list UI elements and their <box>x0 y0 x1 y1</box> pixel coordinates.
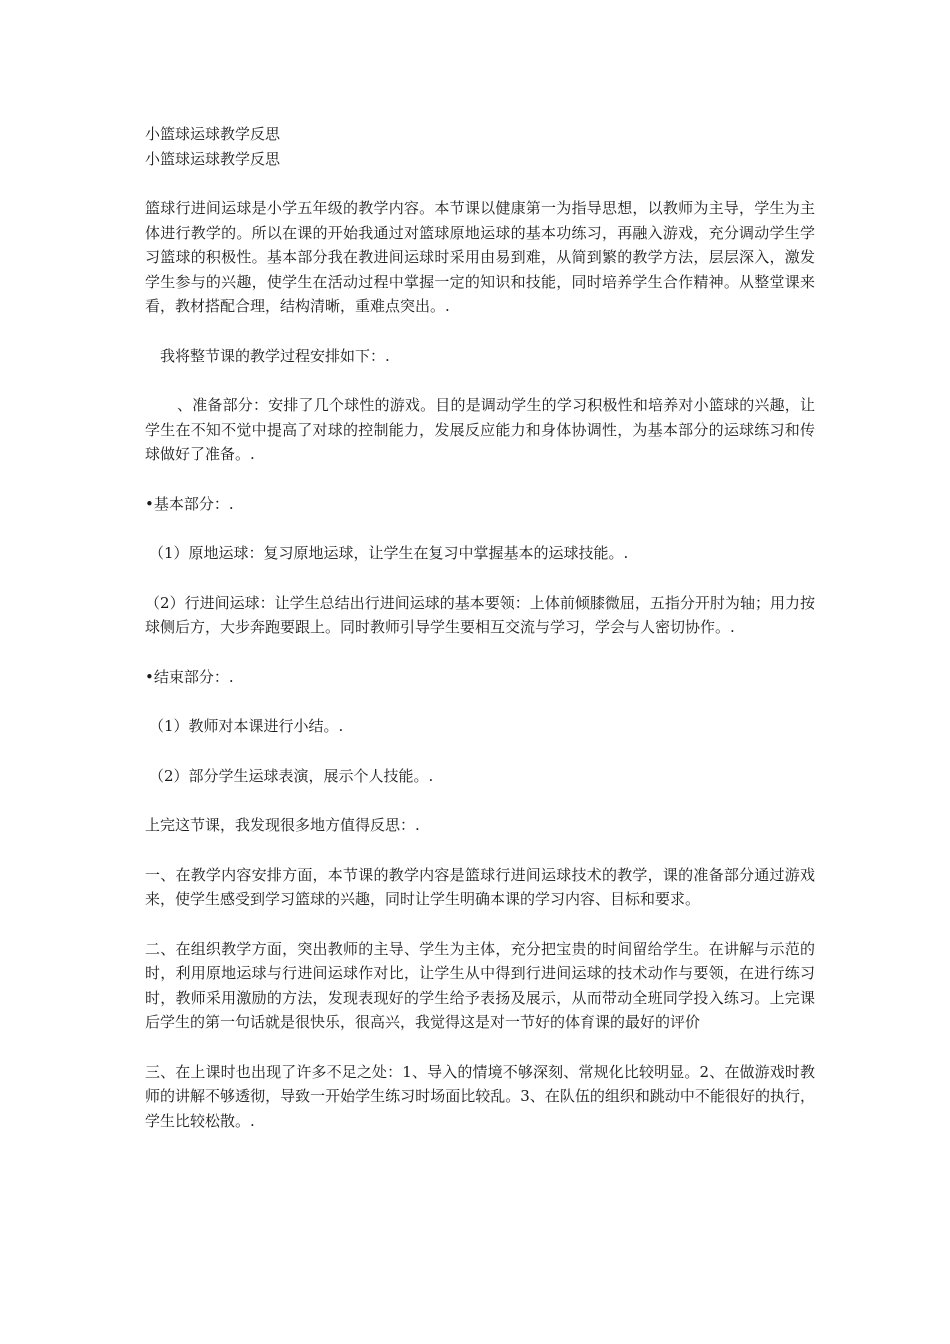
basic-part-heading: •基本部分：. <box>145 494 234 513</box>
intro-paragraph: 篮球行进间运球是小学五年级的教学内容。本节课以健康第一为指导思想，以教师为主导，学生为主体进行教学的。所以在课的开始我通过对篮球原地运球的基本功练习，再融入游戏，充分调动学生学习篮球的积极性。基本部分我在教进间运球时采用由易到难，从简到繁的教学方法，层层深入，激发学生参与的兴趣，使学生在活动过程中掌握一定的知识和技能，同时培养学生合作精神。从整堂课来看，教材搭配合理，结构清晰，重难点突出。. <box>145 199 815 315</box>
document-subtitle: 小篮球运球教学反思 <box>145 149 281 168</box>
reflection-paragraph-3: 三、在上课时也出现了许多不足之处：1、导入的情境不够深刻、常规化比较明显。2、在做游戏时教师的讲解不够透彻，导致一开始学生练习时场面比较乱。3、在队伍的组织和跳动中不能很好的执行，学生比较松散。. <box>145 1062 815 1130</box>
reflection-paragraph-1: 一、在教学内容安排方面，本节课的教学内容是篮球行进间运球技术的教学，课的准备部分通过游戏来，使学生感受到学习篮球的兴趣，同时让学生明确本课的学习内容、目标和要求。 <box>145 865 815 908</box>
prep-part-paragraph: 、准备部分：安排了几个球性的游戏。目的是调动学生的学习积极性和培养对小篮球的兴趣，让学生在不知不觉中提高了对球的控制能力，发展反应能力和身体协调性，为基本部分的运球练习和传球做好了准备。. <box>145 396 815 463</box>
reflection-paragraph-2: 二、在组织教学方面，突出教师的主导、学生为主体，充分把宝贵的时间留给学生。在讲解与示范的时，利用原地运球与行进间运球作对比，让学生从中得到行进间运球的技术动作与要领，在进行练习时，教师采用激励的方法，发现表现好的学生给予表扬及展示，从而带动全班同学投入练习。上完课后学生的第一句话就是很快乐，很高兴，我觉得这是对一节好的体育课的最好的评价 <box>145 939 815 1031</box>
end-item-1: （1）教师对本课进行小结。. <box>149 717 344 735</box>
arrangement-intro: 我将整节课的教学过程安排如下：. <box>160 346 390 365</box>
end-part-heading: •结束部分：. <box>145 667 234 686</box>
basic-item-2: （2）行进间运球：让学生总结出行进间运球的基本要领：上体前倾膝微屈，五指分开肘为轴；用力按球侧后方，大步奔跑要跟上。同时教师引导学生要相互交流与学习，学会与人密切协作。. <box>145 593 815 636</box>
document-title: 小篮球运球教学反思 <box>145 125 281 143</box>
end-item-2: （2）部分学生运球表演，展示个人技能。. <box>149 766 434 785</box>
reflection-intro: 上完这节课，我发现很多地方值得反思：. <box>145 816 420 834</box>
document-page <box>145 122 815 1133</box>
basic-item-1: （1）原地运球：复习原地运球，让学生在复习中掌握基本的运球技能。. <box>149 544 629 562</box>
